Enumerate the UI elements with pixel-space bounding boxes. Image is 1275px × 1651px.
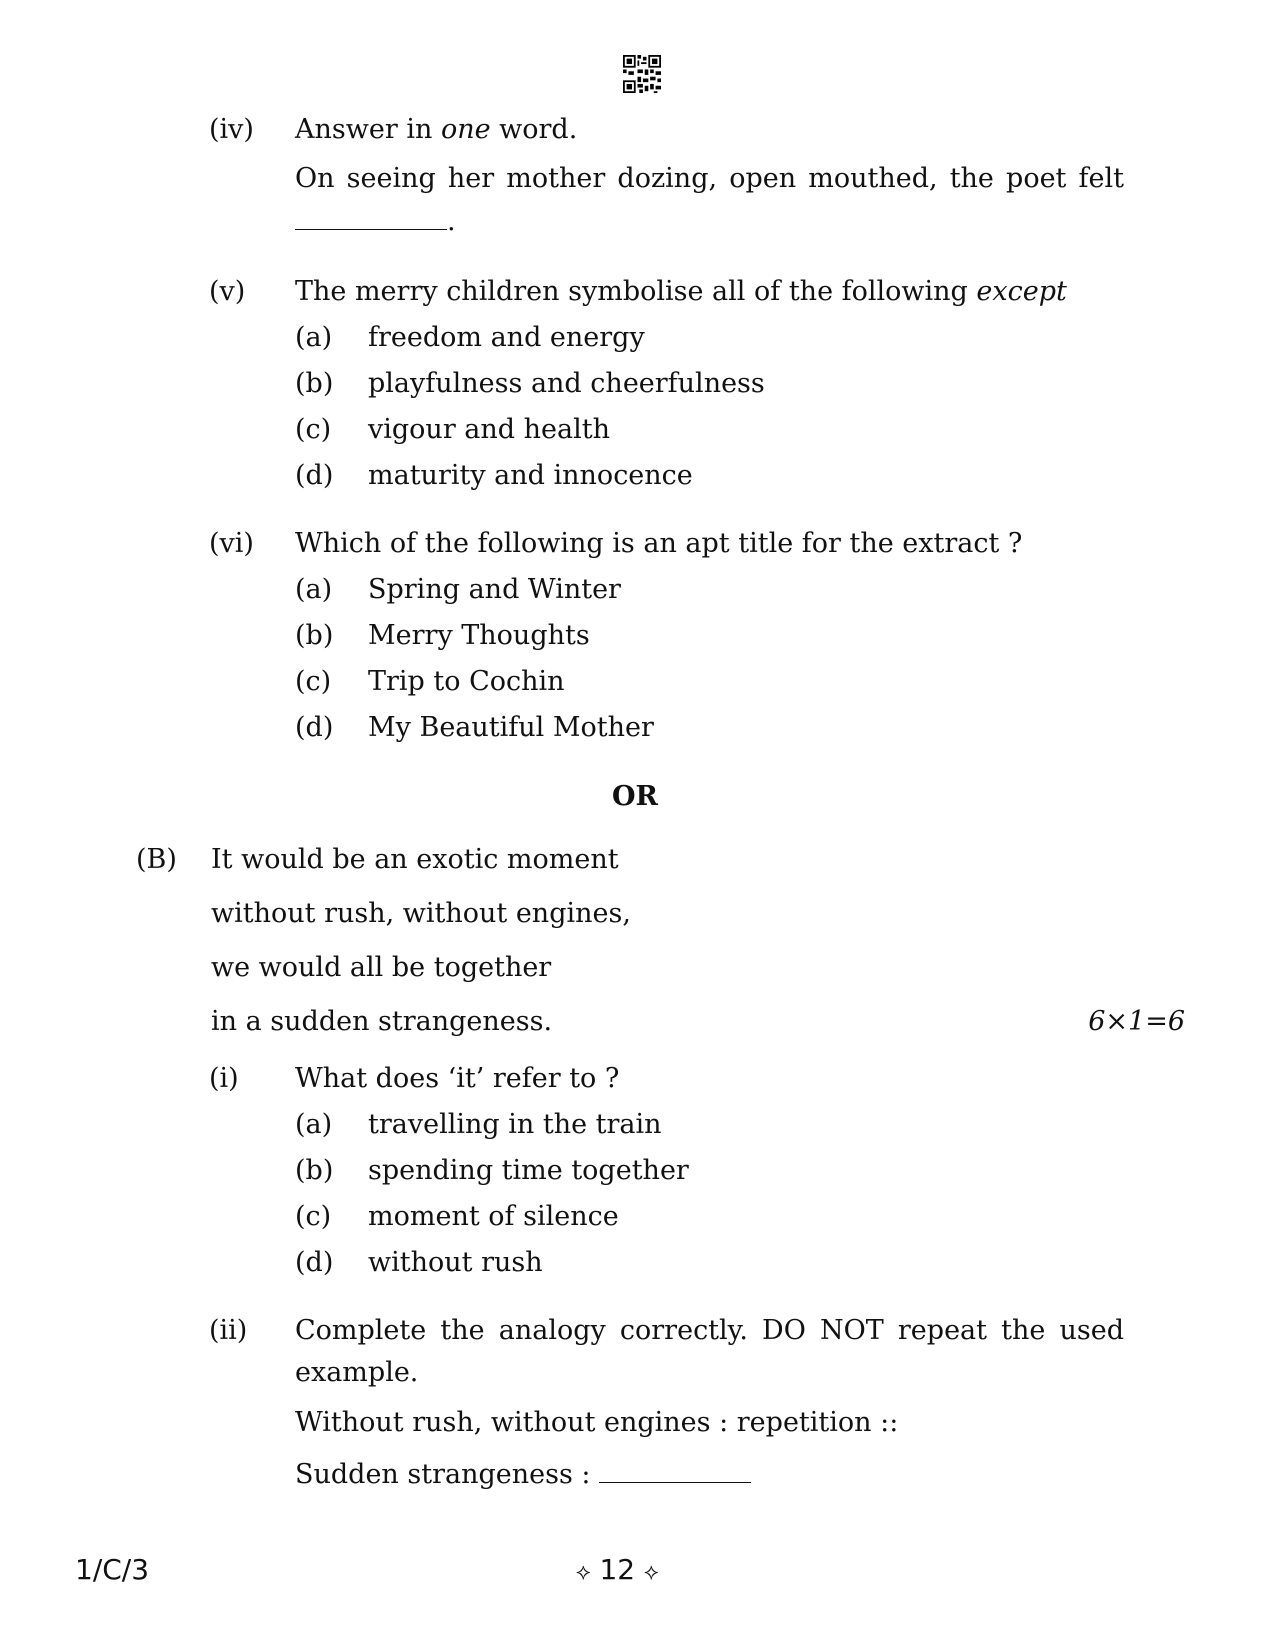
question-number: (ii) xyxy=(209,1315,248,1346)
option-label: (d) xyxy=(295,712,334,743)
option-text: vigour and health xyxy=(368,414,610,445)
section-label: (B) xyxy=(136,844,177,875)
ornament-icon: ⟡ xyxy=(644,1560,659,1585)
option-label: (c) xyxy=(295,414,332,445)
poem-line: It would be an exotic moment xyxy=(211,844,619,875)
option-label: (d) xyxy=(295,460,334,491)
or-separator: OR xyxy=(612,781,658,812)
marks-allocation: 6×1=6 xyxy=(1088,1006,1185,1037)
option-text: without rush xyxy=(368,1247,543,1278)
option-text: travelling in the train xyxy=(368,1109,662,1140)
option-text: Trip to Cochin xyxy=(368,666,565,697)
paper-code: 1/C/3 xyxy=(75,1553,150,1586)
question-stem-continued: example. xyxy=(295,1357,419,1388)
option-text: playfulness and cheerfulness xyxy=(368,368,765,399)
option-label: (b) xyxy=(295,620,334,651)
poem-line: in a sudden strangeness. xyxy=(211,1006,553,1037)
qr-code-icon xyxy=(623,55,661,93)
option-label: (a) xyxy=(295,1109,333,1140)
poem-line: we would all be together xyxy=(211,952,552,983)
ornament-icon: ⟡ xyxy=(576,1560,591,1585)
option-label: (b) xyxy=(295,368,334,399)
answer-blank: . xyxy=(295,205,456,239)
question-stem: On seeing her mother dozing, open mouthed, the poet felt xyxy=(295,163,1124,194)
question-stem: The merry children symbolise all of the following except xyxy=(295,276,1067,307)
option-text: freedom and energy xyxy=(368,322,645,353)
option-label: (d) xyxy=(295,1247,334,1278)
question-number: (i) xyxy=(209,1063,239,1094)
option-text: My Beautiful Mother xyxy=(368,712,654,743)
option-label: (c) xyxy=(295,1201,332,1232)
option-label: (c) xyxy=(295,666,332,697)
option-text: moment of silence xyxy=(368,1201,619,1232)
blank-line xyxy=(295,205,447,230)
question-prompt: Answer in one word. xyxy=(295,114,578,145)
analogy-line: Without rush, without engines : repetition :: xyxy=(295,1407,899,1438)
question-number: (v) xyxy=(209,276,246,307)
question-number: (iv) xyxy=(209,114,254,145)
option-label: (a) xyxy=(295,322,333,353)
analogy-line: Sudden strangeness : xyxy=(295,1458,751,1492)
question-number: (vi) xyxy=(209,528,254,559)
poem-line: without rush, without engines, xyxy=(211,898,631,929)
option-label: (b) xyxy=(295,1155,334,1186)
page-number: ⟡ 12 ⟡ xyxy=(576,1553,659,1586)
option-text: maturity and innocence xyxy=(368,460,693,491)
option-text: spending time together xyxy=(368,1155,689,1186)
option-text: Merry Thoughts xyxy=(368,620,590,651)
option-text: Spring and Winter xyxy=(368,574,621,605)
question-stem: What does ‘it’ refer to ? xyxy=(295,1063,620,1094)
blank-line xyxy=(599,1458,751,1483)
option-label: (a) xyxy=(295,574,333,605)
question-stem: Complete the analogy correctly. DO NOT repeat the used xyxy=(295,1315,1124,1346)
question-stem: Which of the following is an apt title for the extract ? xyxy=(295,528,1023,559)
